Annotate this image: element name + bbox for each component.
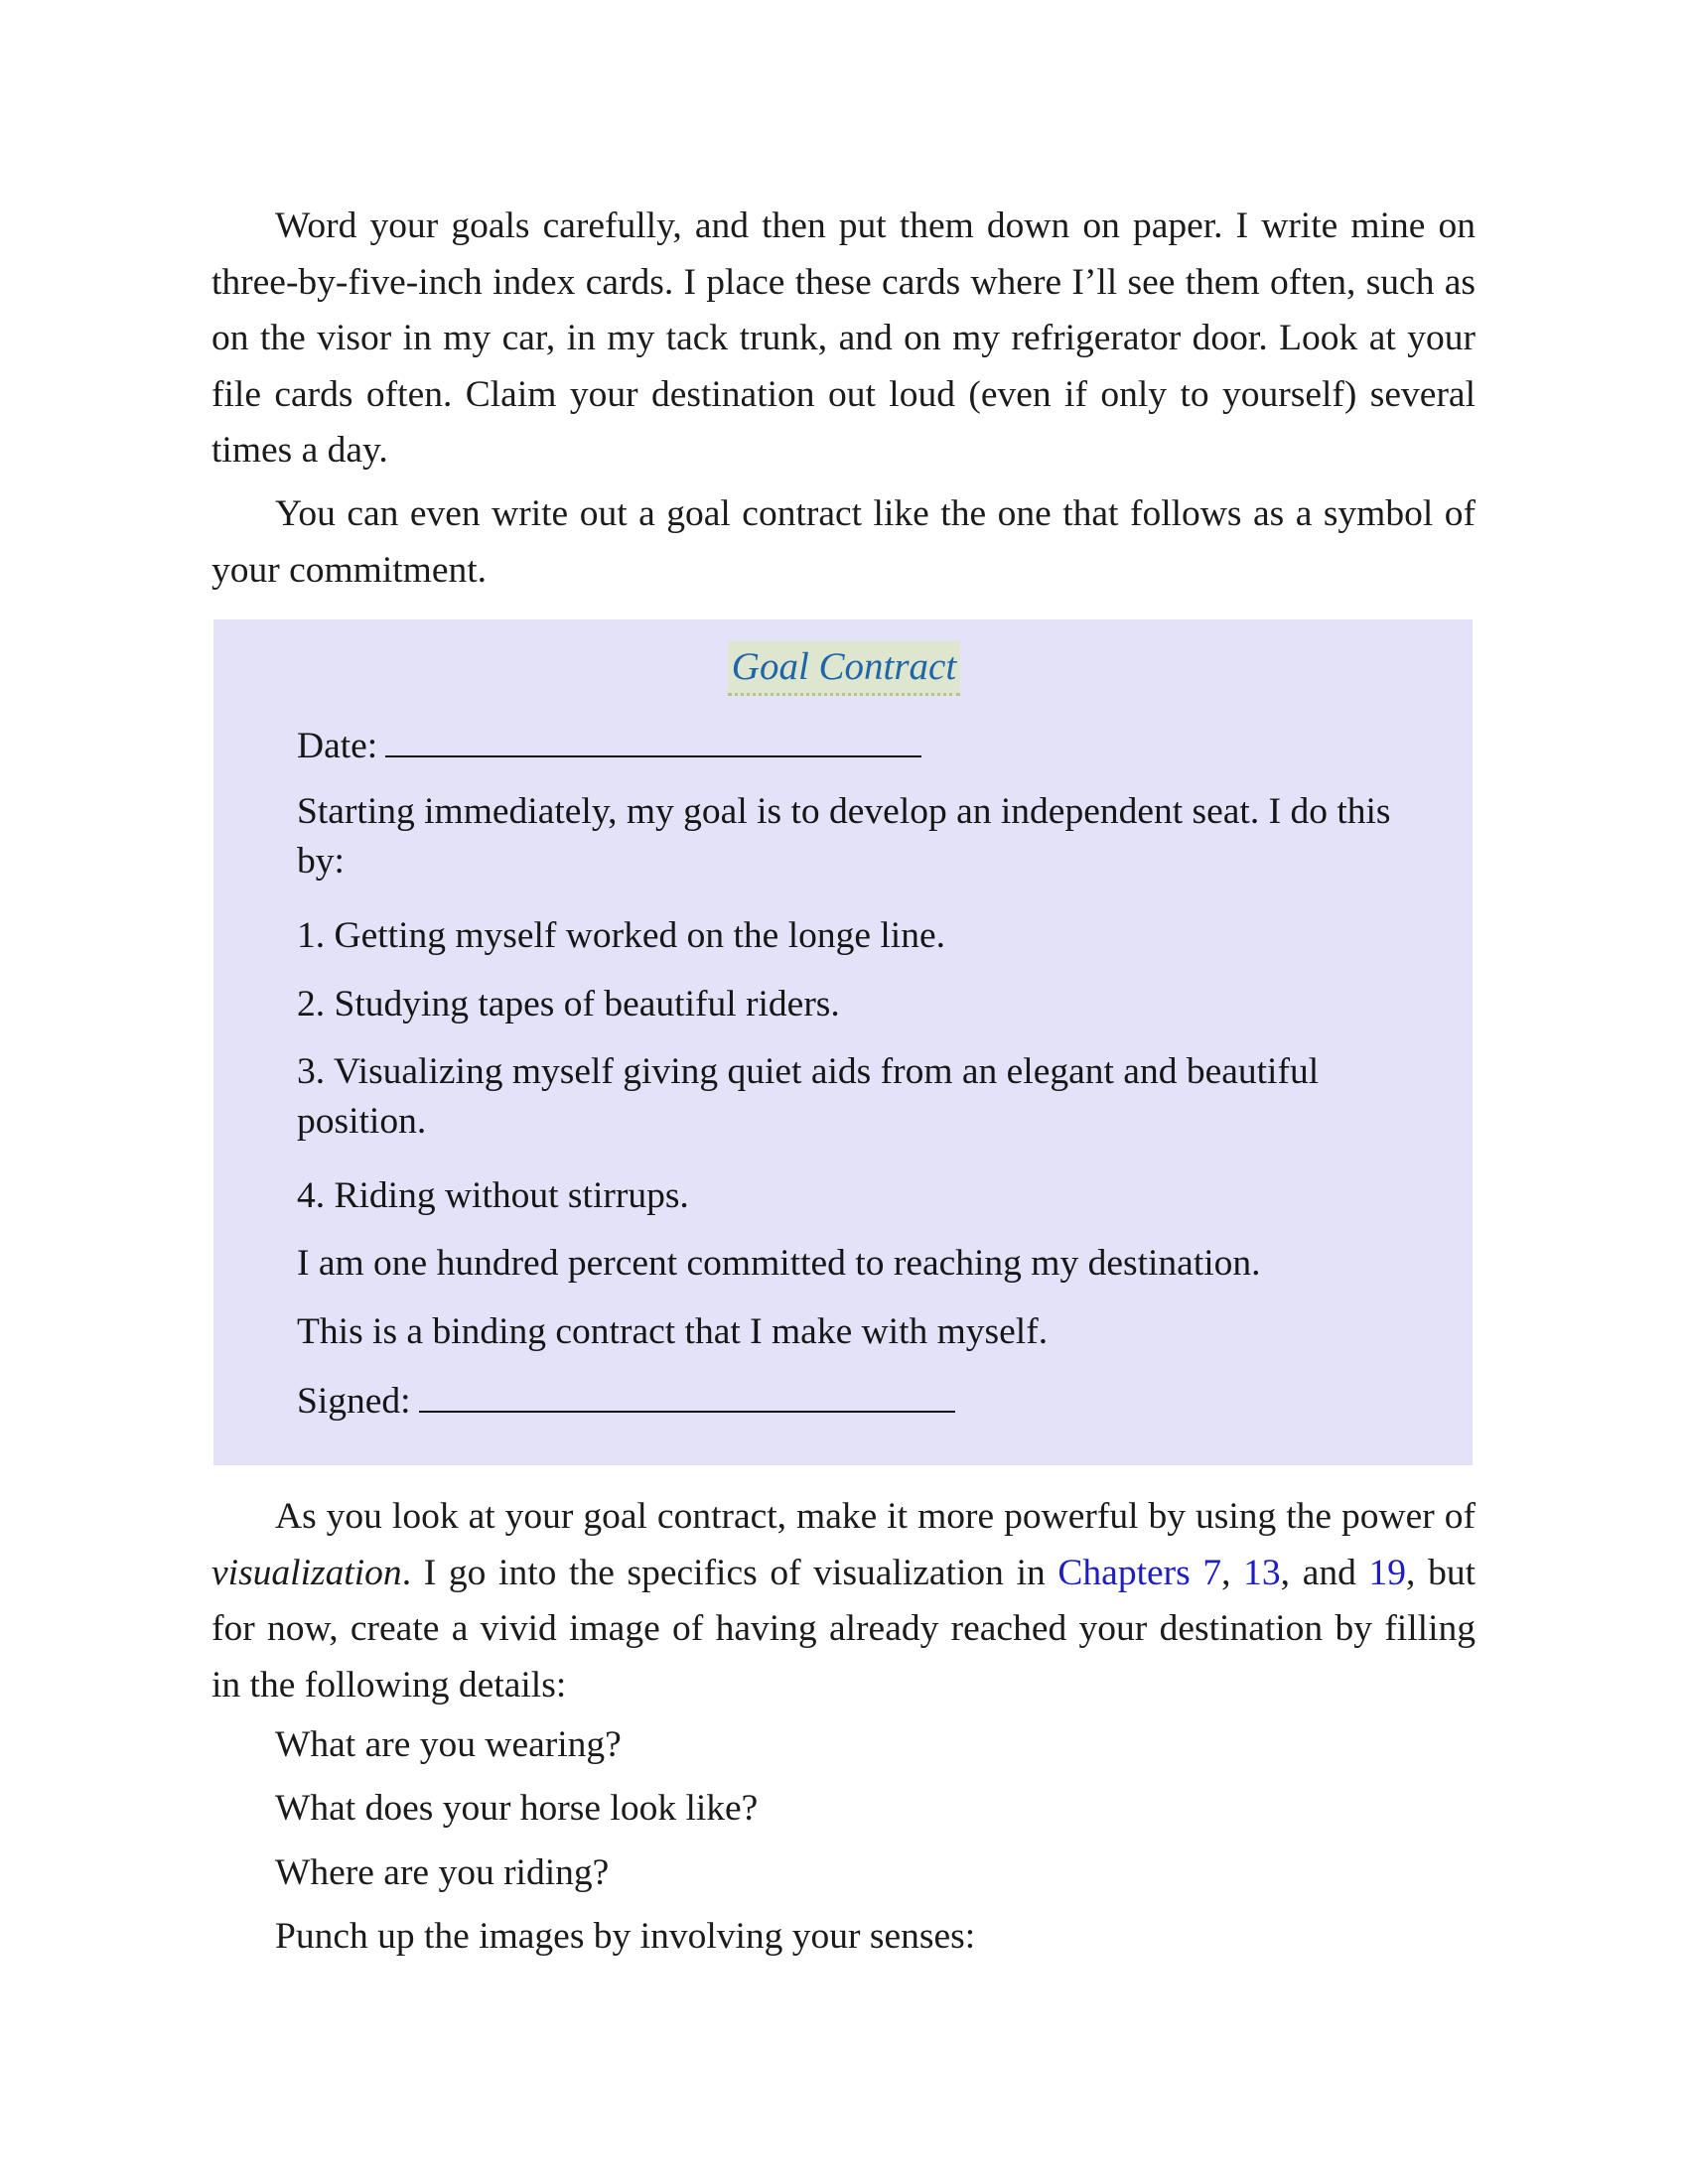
visualization-term: visualization [211, 1552, 402, 1593]
date-blank [385, 720, 921, 757]
contract-item-1: 1. Getting myself worked on the longe line. [297, 915, 945, 956]
question-riding: Where are you riding? [275, 1852, 610, 1893]
contract-date-line [297, 720, 1439, 771]
contract-item-2: 2. Studying tapes of beautiful riders. [297, 984, 840, 1024]
contract-title: Goal Contract [0, 641, 1688, 696]
contract-binding: This is a binding contract that I make with myself. [297, 1311, 1049, 1352]
body-paragraph-3: As you look at your goal contract, make it more powerful by using the power of visualization. I go into the specifics of visualization in Chapters 7, 13, and 19, but for now, create a vivid image of having already reached your destination by filling in the following details: [211, 1496, 1476, 1706]
date-label: Date: [297, 726, 378, 766]
link-chapter-19[interactable]: 19 [1368, 1552, 1407, 1593]
contract-commitment: I am one hundred percent committed to reaching my destination. [297, 1243, 1261, 1284]
contract-item-3: 3. Visualizing myself giving quiet aids from an elegant and beautiful position. [297, 1051, 1320, 1142]
contract-intro: Starting immediately, my goal is to develop an independent seat. I do this by: [297, 791, 1391, 882]
question-wearing: What are you wearing? [275, 1724, 622, 1765]
link-chapters-7[interactable]: Chapters 7 [1057, 1552, 1222, 1593]
body-paragraph-1: Word your goals carefully, and then put them down on paper. I write mine on three-by-five-inch index cards. I place these cards where I’ll see them often, such as on the visor in my car, in my tack trunk, and on my refrigerator door. Look at your file cards often. Claim your destination out loud (even if only to yourself) several times a day. [211, 205, 1476, 471]
contract-item-4: 4. Riding without stirrups. [297, 1175, 689, 1216]
signature-blank [419, 1375, 955, 1413]
question-horse: What does your horse look like? [275, 1788, 759, 1829]
signed-label: Signed: [297, 1381, 411, 1422]
body-paragraph-2: You can even write out a goal contract like the one that follows as a symbol of your commitment. [211, 493, 1476, 591]
link-chapter-13[interactable]: 13 [1243, 1552, 1281, 1593]
contract-signed-line [297, 1375, 1439, 1427]
senses-prompt: Punch up the images by involving your senses: [275, 1916, 976, 1957]
